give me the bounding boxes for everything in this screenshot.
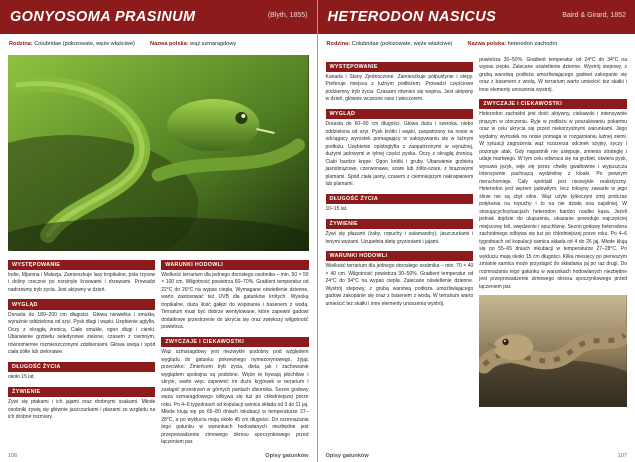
section-text-warunki-hodowli: Wielkość terrarium dla jednego dorosłego osobnika – min. 50 × 50 × 100 cm. Wilgotność powietrza 60–70%. Gradient temperatur od 22°C do 26°C na wypas ciepła. Wymagane oświetlenie dzienne, warto zastosować też UVB dla gatunków krótych. Wysoką tropikalne, duża ilość gałęzi do wspinania i basenem z wodą. Terrarium musi być dobrze wentylowane, które zapewni gadowi dodatkowe przestrzenie do ukrycia się oraz zwiększy wilgotność powietrza. xyxy=(161,271,309,331)
right-family-value: Colubridae (połozowate, węże właściwe) xyxy=(351,41,453,47)
green-snake-illustration xyxy=(8,55,309,251)
section-text-zwyczaje: Heterodon zachodni jest dość aktywny, ciekawski i intensywnie pnącym w otoczeniu. Ryje w podłożu w poszukiwaniu pokarmu oraz w celu ukrycia się przed niekorzystnymi warunkami. Jego wydatny wyrostek na nosie pomaga w rozgarnianiu luźnej ziemi. W sytuacji zagrożenia wąż rozszerza odcinek szyjny, syczy i pozoruje atak. Gdy napastnik nie ustępuje, zmienia strategię i udaje martwego. W tym celu odwraca się na grzbiet, otwiera pysk, wysuwa język, wije się przez chwilę gwałtownie i wypuszcza intensywnie pachnącą wydzielinę z kloaki. Po pewnym nieruchomieje. Cały spektakl jest niezwykle realistyczny. Heterodon jest wężem jadowitym, lecz toksyny zawarte w jego ślinie nie są zbyt silne. Wąż użyte tylkoczyni żmij podczas połykania na ropuchy i to na nie działa ona najsilniej. W stosującychsytuacjach heterodon bardzo rzadko kąsa. Jeżeli jednak dojdzie do ukąszenia, ukazanie powoduje najczęściej miejscowy ból, swędzenie i opuchliznę. Sezon godowy heterodona zachodniego odbywa się tuż po chłodniejszej porze roku. Po 4–6 tygodniach od kopulacji samica składa od 4 do 26 jaj. Młode klują się po 55–65 dniach inkubacji w temperaturze 27–28°C. Po wykluciu mają około 15 cm długości. Kilka miesięcy po pierwszym zmianie samica może przystąpić do składania jaj po raz drugi. Do rozmnażania tego gatunku w warunkach hodowlanych niezbędne jest przeprowadzenie zimowego okresu spoczynkowego przed łączeniem par. xyxy=(479,111,627,290)
left-footer-label: Opisy gatunków xyxy=(265,453,309,459)
right-species-photo xyxy=(479,295,627,407)
left-column-1 xyxy=(8,255,155,451)
left-species-photo xyxy=(8,55,309,251)
section-text-wyglad: Dorasta do 60–90 cm długości. Głowa duża i szeroka, niebo oddzielona od szyi. Pysk krótki i wąski, zaopatrzony na nosie w odciągacy wyrostek pomagający w zakopywaniu się w luźnym podłożu. Uzębienie opistoglyfia z zaopatrzonymi w wyraźnej, dużymi jadowymi w tylnej części pyska. Oczy z okrągłą źrenicą. Ciało bardzo krępe. Ogon krótki i gruby. Ubarwienie grzbietu jasnobrązowe, czerwonawe, szare lub żółto-szare, z brązowymi plamami. Spód ciała jasny, czasem z ciemniejszym nakrapianiem lub plamami. xyxy=(325,121,474,188)
left-species-authority: (Blyth, 1855) xyxy=(267,12,308,19)
section-text-dlugosc-zycia: około 15 lat. xyxy=(8,374,35,381)
section-text-zwyczaje: Wąż szmaragdowy jest niezwykle podobny pod względem wyglądu do gatunku pokrewnego nymezorynowego, żyjąc przeciwko: Żmieńcem tryb życia, dieta, jak i zachowanie wyglądem spokojna są podobne. Węże te bywają płochliwe i skryte, warto więc zapewnić im dużo kryjówek w terrarium i zastąpić przestrzeń w górnych partiach zbiornika. Sezon godowy węża szmaragdowego odbywa się tuż po chłodniejszej porze roku. Po 4–6 tygodniach od kopulacji samica składa od 3 do 11 jaj. Młode klują się po 65–80 dniach inkubacji w temperaturze 27–28°C, a po wykluciu mają około 45 cm długości. Do rozmnażania tego gatunku w warunkach hodowlanych niezbędne jest przeprowadzenie zimowego okresu spoczynkowego przed łączeniem par. xyxy=(161,349,309,446)
right-column-2 xyxy=(479,57,627,408)
section-text-wystepowanie-cont: powietrza 30–50%. Gradient temperatur od 24°C do 34°C na wypas ciepła. Zalecane oświetlenie dzienne. Wystrój stepowy, z grubą warstwą podłoża umożliwiającego gadowi zakopanie się oraz z basenem z wodą. W terrarium warto umieścić też skałki i inne elementy unoszenia wystrój. xyxy=(479,56,627,93)
left-column-2 xyxy=(161,255,308,451)
section-title-dlugosc-zycia: DŁUGOŚĆ ŻYCIA xyxy=(8,362,155,372)
section-title-wystepowanie: WYSTĘPOWANIE xyxy=(326,62,474,72)
left-footer xyxy=(0,446,317,462)
section-title-warunki-hodowli: WARUNKI HODOWLI xyxy=(161,260,308,270)
left-species-title: GONYOSOMA PRASINUM xyxy=(10,9,196,25)
left-taxonomy xyxy=(0,36,317,53)
section-title-zywienie: ŻYWIENIE xyxy=(8,387,155,397)
right-page xyxy=(318,0,635,462)
right-footer xyxy=(318,446,635,462)
left-polish-label: Nazwa polska: xyxy=(150,41,189,47)
right-polish-value: heterodon zachodni xyxy=(507,41,557,47)
right-page-header xyxy=(318,0,635,34)
section-title-wyglad: WYGLĄD xyxy=(326,109,474,119)
section-title-wyglad: WYGLĄD xyxy=(8,299,155,309)
section-title-zwyczaje: ZWYCZAJE I CIEKAWOSTKI xyxy=(161,337,308,347)
right-polish-label: Nazwa polska: xyxy=(467,41,507,47)
left-page-header xyxy=(0,0,317,34)
section-text-zywienie: Żywi się płazami (żaby, ropuchy i salamandry), jaszczurkami i innymi wężami. Uzupełnia dietę gryzoniami i jajami. xyxy=(325,231,474,245)
section-title-dlugosc-zycia: DŁUGOŚĆ ŻYCIA xyxy=(326,194,474,204)
section-title-wystepowanie: WYSTĘPOWANIE xyxy=(8,260,155,270)
section-title-warunki-hodowli: WARUNKI HODOWLI xyxy=(326,251,474,261)
right-text-columns xyxy=(318,53,635,408)
right-column-1 xyxy=(326,57,474,408)
left-family-value: Colubridae (połozowate, węże właściwe) xyxy=(34,41,135,47)
right-page-number: 107 xyxy=(617,453,627,459)
section-text-zywienie: Żywi się ptakami i ich jajami oraz drobnymi ssakami. Młode osobniki żywią się głównie jaszczurkami i płazami ze względu na ich drobne rozmiary. xyxy=(8,399,156,421)
section-title-zywienie: ŻYWIENIE xyxy=(326,219,474,229)
section-text-dlugosc-zycia: 10–15 lat. xyxy=(325,206,348,213)
left-polish-value: wąż szmaragdowy xyxy=(190,41,237,47)
left-text-columns xyxy=(0,251,317,451)
left-page-number: 106 xyxy=(8,453,18,459)
right-species-title: HETERODON NASICUS xyxy=(327,9,497,25)
section-text-wystepowanie: Indie, Mjanma i Malezja. Zamieszkuje lasy tropikalne, poła rzysow i doliny rzeczne po rozsinyle krzewami i drzewami. Prowadzi nadrzewny tryb życia. Jest aktywny w dzień. xyxy=(8,271,156,293)
hognose-snake-illustration xyxy=(479,295,627,407)
section-text-wystepowanie: Kanada i Stany Zjednoczone. Zamieszkuje półpustynie i stepy. Preferuje miejsca z luźnym podłożem. Prowadzi częściowo podziemny tryb życia. Czasami również się wspina. Jest aktywny w dzień, głównie wczesne rano i wieczorem. xyxy=(325,73,474,103)
section-text-warunki-hodowli: Wielkość terrarium dla jednego dorosłego osobnika – min. 70 × 40 × 40 cm. Wilgotność powietrza 30–50%. Gradient temperatur od 24°C do 34°C na wypas ciepła. Zalecane oświetlenie dzienne. Wystrój stepowy, z grubą warstwą podłoża umożliwiającego gadowi zakopanie się oraz z basenem z wodą. W terrarium warto umieścić też skałki i inne elementy unoszenia wystrój. xyxy=(325,263,474,307)
section-title-zwyczaje: ZWYCZAJE I CIEKAWOSTKI xyxy=(479,99,627,109)
right-species-authority: Baird & Girard, 1852 xyxy=(562,12,626,19)
right-footer-label: Opisy gatunków xyxy=(325,453,369,459)
right-family-label: Rodzina: xyxy=(326,41,351,47)
section-text-wyglad: Dorasta do 180–200 cm długości. Głowa niewielka i smukła, wyraźnie oddzielona od szyi. Pysk długi i wąski. Uzębienie aglyfia. Oczy z okrągłą źrenicą. Ciało smukłe, ogon długi i cienki. Ubarwienie grzbietu seledynowe zielone, czasem z ciemnym, równomiernie rozmieszczonymi zdobieniami. Głowa swoja i spód ciała żółte lub zielonawe. xyxy=(8,311,156,356)
right-taxonomy xyxy=(318,36,635,53)
left-family-label: Rodzina: xyxy=(9,41,33,47)
